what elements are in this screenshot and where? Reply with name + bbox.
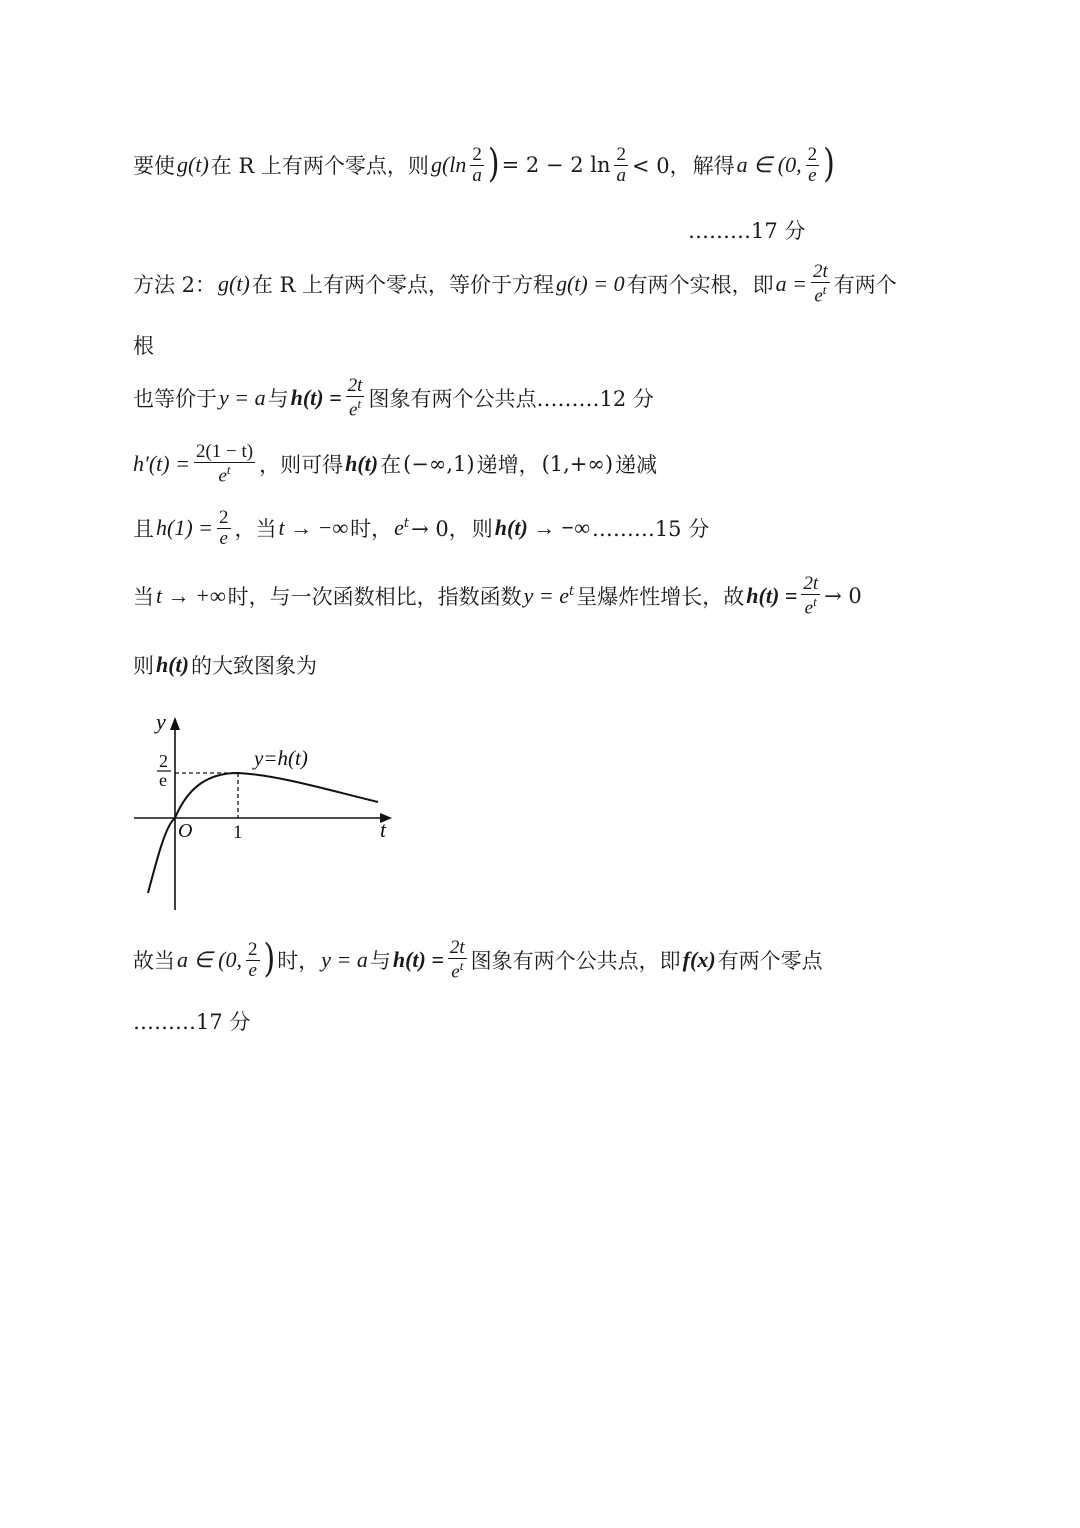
line-5 [133, 508, 709, 549]
text: 在 [380, 453, 402, 478]
fraction: $\frac{2t}{e^t}$ [449, 937, 465, 983]
text: 呈爆炸性增长，故 [576, 585, 745, 610]
math-limit: t → +∞ [156, 583, 226, 609]
math-interval: a ∈ (0, [177, 947, 242, 973]
text: 也等价于 [133, 387, 217, 412]
fraction: $\frac{2}{a}$ [472, 144, 482, 186]
math-a-eq: a = [775, 271, 807, 297]
max-label-den: e [159, 770, 167, 790]
fraction: $\frac{2t}{e^t}$ [347, 375, 363, 421]
line-1 [133, 142, 835, 188]
math-limit: t → −∞ [278, 515, 349, 541]
math-y-exp: y = e [523, 583, 570, 609]
math-sup: t [569, 584, 575, 600]
paren: ) [823, 142, 835, 188]
text: ，当 [234, 517, 277, 542]
fraction: $\frac{2}{e}$ [219, 507, 229, 549]
math-y-eq-a: y = a [321, 947, 368, 973]
math-interval: (−∞,1) [403, 452, 475, 477]
text: 故当 [133, 949, 175, 974]
math-e: e [394, 515, 404, 541]
curve-label: y=h(t) [254, 746, 308, 770]
math-limit: → 0， [411, 517, 470, 542]
score-17-a: ………17 分 [688, 219, 806, 243]
fraction: $\frac{2(1 - t)}{e^t}$ [195, 441, 254, 487]
text: 且 [133, 517, 154, 542]
math-h-t: h(t) = [746, 583, 798, 609]
math-interval: (1,+∞) [541, 452, 614, 477]
math-interval: a ∈ (0, [736, 152, 802, 178]
math-h-limit: h(t) → −∞ [494, 515, 590, 541]
fraction: $\frac{2t}{e^t}$ [812, 261, 828, 307]
paren: ) [487, 142, 500, 188]
math-f-x: f(x) [682, 947, 716, 973]
math-limit: → 0 [824, 584, 862, 609]
text: 时， [350, 517, 393, 542]
math-h-1: h(1) = [156, 515, 213, 541]
math-h-t: h(t) [345, 451, 379, 477]
text: 与 [267, 387, 289, 412]
text: 的大致图象为 [191, 654, 317, 678]
text: 有两个 [833, 273, 897, 298]
text: ………15 分 [591, 517, 710, 542]
y-axis-arrow [170, 717, 180, 730]
math-sup: t [403, 516, 410, 532]
math-y-eq-a: y = a [219, 385, 266, 411]
text: 有两个零点 [717, 949, 823, 974]
text: 则 [133, 654, 154, 678]
text: 则 [471, 517, 493, 542]
line-7 [133, 650, 317, 680]
math-h-prime: h′(t) = [133, 451, 190, 477]
math-g-ln: g(ln [430, 152, 467, 178]
text: 时，与一次函数相比，指数函数 [227, 585, 522, 610]
text: 要使 [133, 154, 175, 179]
math-g-t: g(t) [218, 271, 250, 297]
fraction: $\frac{2}{a}$ [616, 144, 626, 186]
text: 在 R 上有两个零点，等价于方程 [251, 273, 554, 298]
line-4 [133, 442, 657, 486]
text: 时， [277, 949, 320, 974]
fraction: $\frac{2}{e}$ [807, 144, 818, 186]
origin-label: O [178, 820, 193, 842]
math-h-t: h(t) [156, 652, 189, 677]
math-g-eq: g(t) = 0 [555, 271, 625, 297]
function-graph [128, 705, 408, 915]
math-h-t: h(t) = [392, 947, 444, 973]
fraction: $\frac{2t}{e^t}$ [803, 573, 819, 619]
line-3 [133, 376, 654, 420]
score-17-b: ………17 分 [133, 1010, 251, 1034]
text: 当 [133, 585, 154, 610]
text: 图象有两个公共点，即 [470, 949, 681, 974]
text: 方法 2： [133, 273, 217, 298]
tick-1-label: 1 [233, 822, 243, 843]
line-8 [133, 938, 823, 982]
y-axis-label: y [156, 709, 166, 734]
math-h-t: h(t) = [290, 385, 342, 411]
math-expr: = 2 − 2 ln [501, 153, 611, 178]
text: 递减 [615, 453, 658, 478]
line-6 [133, 574, 862, 618]
math-expr: < 0， [631, 154, 691, 179]
math-g-t: g(t) [177, 152, 209, 178]
text: 与 [369, 949, 391, 974]
max-label-num: 2 [159, 751, 168, 771]
line-2 [133, 262, 897, 306]
text: ，则可得 [259, 453, 344, 478]
t-axis-label: t [380, 817, 387, 842]
fraction: $\frac{2}{e}$ [248, 938, 258, 981]
paren: ) [263, 936, 276, 983]
line-2b: 根 [133, 334, 154, 358]
text: 有两个实根，即 [626, 273, 774, 298]
text: 图象有两个公共点………12 分 [368, 387, 654, 412]
text: 在 R 上有两个零点，则 [210, 154, 429, 179]
text: 递增， [476, 453, 540, 478]
text: 解得 [692, 154, 735, 179]
